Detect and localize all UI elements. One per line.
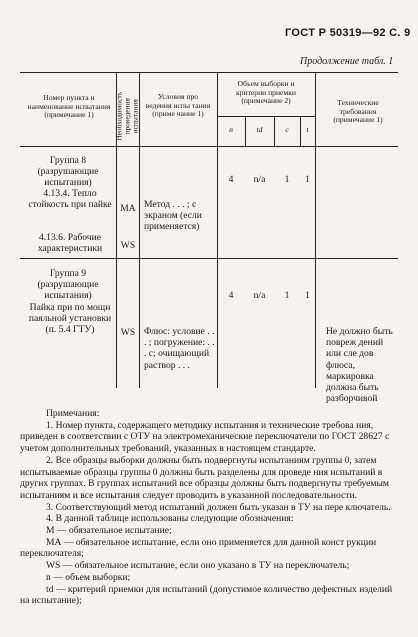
note-2: 2. Все образцы выборки должны быть подвергнуты испытаниям группы 0, затем испытываемые образцы группы 0 должны быть разделены для проведе ния испытаний в других группах. В группах испытаний все образцы должны быть подвергнуты требуемым испытаниям и все испытания следует проводить в указанной последовательности.: [20, 454, 390, 501]
def-td: td — критерий приемки для испытаний (допустимое количество дефектных изделий на испытание);: [20, 583, 393, 607]
group8-code-2: WS: [120, 240, 136, 251]
notes: [20, 408, 400, 607]
group8-t: 1: [305, 174, 310, 185]
group9-c: 1: [284, 290, 290, 301]
group9-td: n/a: [253, 290, 266, 301]
col-header-conditions: Условия про ведения испы тания (приме чание 1): [145, 92, 211, 119]
group9-title: Группа 9 (разрушающие испытания): [37, 268, 99, 302]
group8-item-1: 4.13.4. Тепло стойкость при пайке: [28, 188, 112, 211]
group8-c: 1: [284, 174, 290, 185]
group8-title: Группа 8 (разрушающие испытания): [37, 155, 99, 189]
group8-item-2: 4.13.6. Рабочие характеристики: [37, 232, 103, 255]
group8-cond-1: Метод . . . ; с экраном (если применяется): [144, 199, 202, 233]
col-header-td: td: [256, 125, 263, 134]
def-ma: МА — обязательное испытание, если оно применяется для данной конст рукции переключателя;: [20, 536, 377, 560]
col-header-tech: Технические требования (примечание 1): [333, 98, 383, 125]
col-header-necessity: Необходимость проведения испытания: [114, 91, 141, 141]
table-continuation-label: Продолжение табл. 1: [300, 56, 394, 67]
group9-n: 4: [228, 290, 234, 301]
group9-tech-1: Не должно быть повреж дений или сле дов флюса, маркировка должна быть разборчивой: [326, 326, 393, 405]
def-n: n — объем выборки;: [46, 571, 131, 583]
group9-item-1: Пайка при по мощи паяльной установки (п. 5.4 ГТУ): [28, 302, 112, 336]
group8-n: 4: [228, 174, 234, 185]
group8-code-1: MA: [120, 203, 136, 214]
def-ws: WS — обязательное испытание, если оно указано в ТУ на переключатель;: [46, 560, 350, 572]
col-header-n: n: [229, 125, 233, 134]
page-header-code: ГОСТ Р 50319—92 С. 9: [285, 27, 411, 39]
def-m: М — обязательное испытание;: [46, 525, 172, 537]
group8-td: n/a: [253, 174, 266, 185]
group9-code-1: WS: [120, 327, 136, 338]
col-header-item: Номер пункта и наименование испытания (примечание 1): [27, 93, 111, 120]
group9-cond-1: Флюс: условие . . . ; погружение: . . . с; очищающий раствор . . .: [144, 326, 215, 371]
col-header-c: c: [285, 125, 289, 134]
group9-t: 1: [305, 290, 310, 301]
note-1: 1. Номер пункта, содержащего методику испытания и технические требова ния, приведен в соответствии с ОТУ на электромеханические переключатели по ГОСТ 28627 с учетом дополнительных требований, указанных в настоящем стандарте.: [20, 419, 390, 455]
col-header-t: t: [306, 125, 309, 134]
col-header-sample: Объем выборки и критерии приемки (примечание 2): [236, 79, 296, 106]
note-4: 4. В данной таблице использованы следующие обозначения:: [46, 513, 294, 525]
note-3: 3. Соответствующий метод испытаний должен быть указан в ТУ на пере ключатель.: [46, 501, 391, 513]
notes-title: Примечания:: [46, 408, 100, 419]
